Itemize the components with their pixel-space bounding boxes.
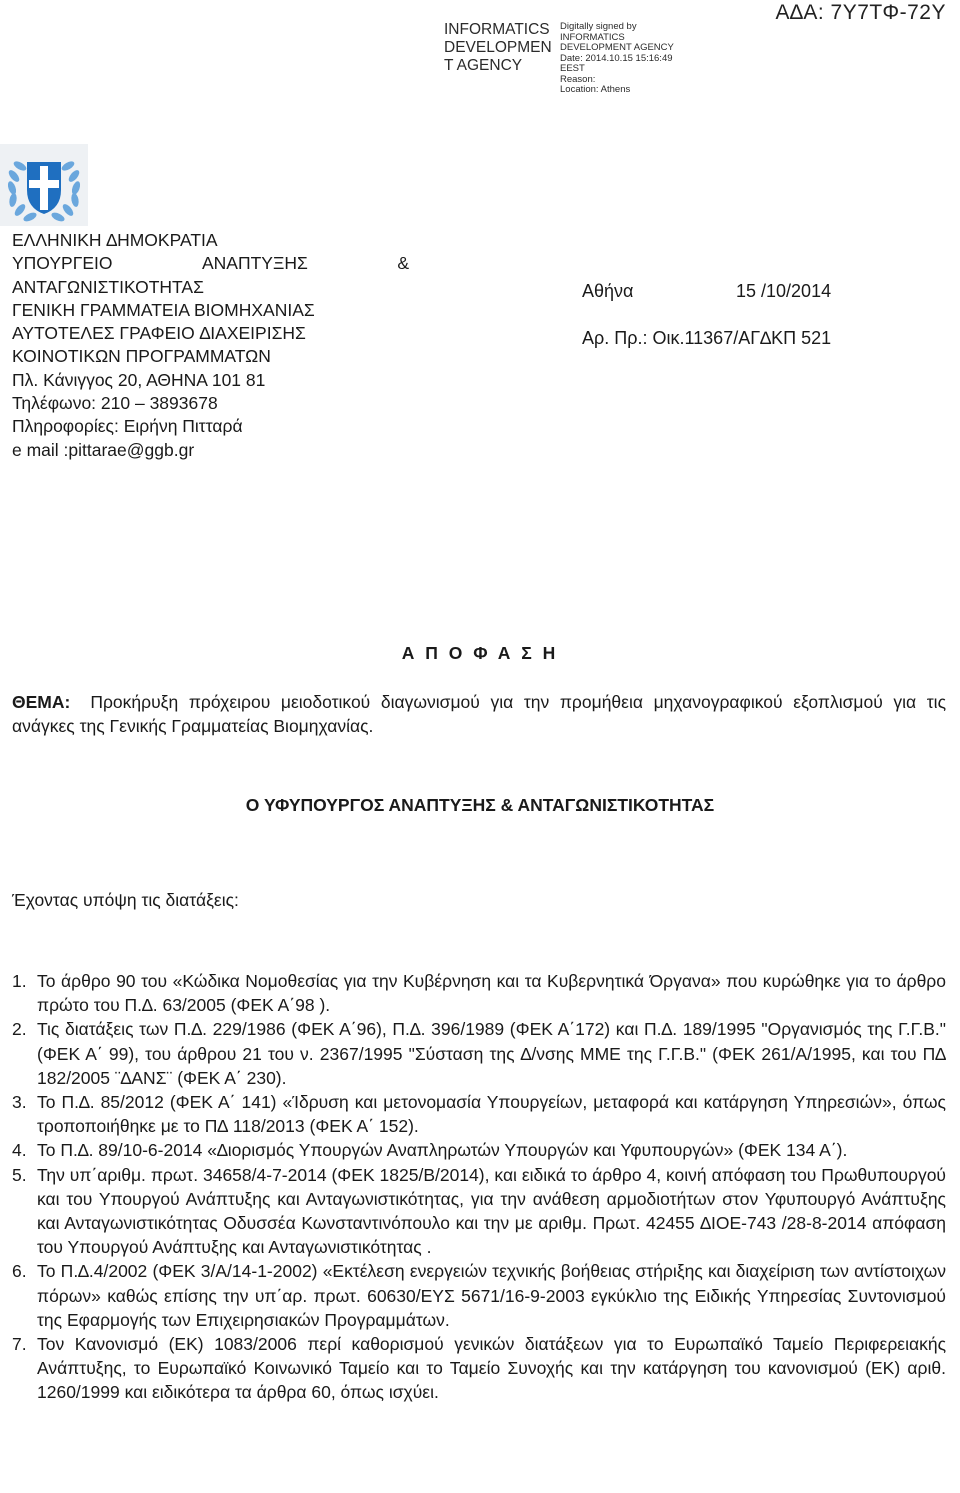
ministry-word: ΥΠΟΥΡΓΕΙΟ [12, 253, 113, 274]
item-number: 2. [12, 1019, 27, 1040]
signature-detail-line: Reason: [560, 73, 596, 85]
item-text: Το Π.∆. 89/10-6-2014 «∆ιορισμός Υπουργών Αναπληρωτών Υπουργών και Υφυπουργών» (ΦΕΚ 134 Α΄). [37, 1140, 848, 1161]
subject-label: ΘΕΜΑ: [12, 692, 71, 712]
item-number: 3. [12, 1092, 27, 1113]
list-item [12, 1138, 946, 1162]
ministry-line [12, 252, 409, 275]
ministry-line-2: ΑΝΤΑΓΩΝΙΣΤΙΚΟΤΗΤΑΣ [12, 276, 204, 297]
list-item [12, 1259, 946, 1332]
secretariat-name: ΓΕΝΙΚΗ ΓΡΑΜΜΑΤΕΙΑ ΒΙΟΜΗΧΑΝΙΑΣ [12, 299, 315, 320]
place: Αθήνα [582, 281, 634, 301]
greek-emblem-icon [0, 144, 88, 226]
office-name-line-2: ΚΟΙΝΟΤΙΚΩΝ ΠΡΟΓΡΑΜΜΑΤΩΝ [12, 346, 271, 367]
item-text: Το άρθρο 90 του «Κώδικα Νομοθεσίας για την Κυβέρνηση και τα Κυβερνητικά Όργανα» που κυρώθηκε για το άρθρο πρώτο του Π.∆. 63/2005 (ΦΕΚ Α΄98 ). [37, 971, 946, 1016]
considering-intro: Έχοντας υπόψη τις διατάξεις: [12, 890, 239, 910]
list-item [12, 1017, 946, 1090]
item-number: 5. [12, 1164, 27, 1185]
decision-title: Α Π Ο Φ Α Σ Η [401, 643, 559, 663]
item-number: 7. [12, 1334, 27, 1355]
signature-org-line: DEVELOPMEN [444, 39, 552, 56]
item-text: Τον Κανονισμό (ΕΚ) 1083/2006 περί καθορισμού γενικών διατάξεων για το Ευρωπαϊκό Ταμείο Περιφερειακής Ανάπτυξης, το Ευρωπαϊκό Κοινωνικό Ταμείο και το Ταμείο Συνοχής και την κατάργηση του κανονισμού (ΕΚ) αριθ. 1260/1999 και ειδικότερα τα άρθρα 60, όπως ισχύει. [37, 1334, 946, 1403]
signature-org [444, 21, 552, 75]
signature-detail-line: Digitally signed by [560, 21, 637, 32]
signature-detail-line: EEST [560, 63, 585, 74]
item-number: 4. [12, 1140, 27, 1161]
list-item [12, 1090, 946, 1138]
signature-detail-line: Date: 2014.10.15 15:16:49 [560, 52, 673, 64]
address: Πλ. Κάνιγγος 20, ΑΘΗΝΑ 101 81 [12, 369, 266, 390]
item-text: Τις διατάξεις των Π.∆. 229/1986 (ΦΕΚ Α΄96), Π.∆. 396/1989 (ΦΕΚ Α΄172) και Π.∆. 189/1995 "Οργανισμός της Γ.Γ.Β." (ΦΕΚ Α΄ 99), του άρθρου 21 του ν. 2367/1995 "Σύσταση της ∆/νσης ΜΜΕ της Γ.Γ.Β." (ΦΕΚ 261/Α/1995, και του Π∆ 182/2005 ¨∆ΑΝΣ¨ (ΦΕΚ Α΄ 230). [37, 1019, 946, 1088]
item-number: 1. [12, 971, 27, 991]
signature-org-line: INFORMATICS [444, 21, 550, 38]
office-name-line-1: ΑΥΤΟΤΕΛΕΣ ΓΡΑΦΕΙΟ ∆ΙΑΧΕΙΡΙΣΗΣ [12, 323, 306, 344]
ministry-word: ΑΝΑΠΤΥΞΗΣ [202, 253, 308, 274]
item-text: Την υπ΄αριθμ. πρωτ. 34658/4-7-2014 (ΦΕΚ 1825/Β/2014), και ειδικά το άρθρο 4, κοινή απόφαση του Πρωθυπουργού και του Υπουργού Ανάπτυξης και Ανταγωνιστικότητας, για την ανάθεση αρμοδιοτήτων στον Υφυπουργό Ανάπτυξης και Ανταγωνιστικότητας Οδυσσέα Κωνσταντινόπουλο και την με αριθμ. Πρωτ. 42455 ∆ΙΟΕ-743 /28-8-2014 απόφαση του Υπουργού Ανάπτυξης και Ανταγωνιστικότητας . [37, 1164, 946, 1258]
issuing-authority: Ο ΥΦΥΠΟΥΡΓΟΣ ΑΝΑΠΤΥΞΗΣ & ΑΝΤΑΓΩΝΙΣΤΙΚΟΤΗΤΑΣ [245, 795, 715, 815]
phone: Τηλέφωνο: 210 – 3893678 [12, 393, 218, 414]
list-item [12, 969, 946, 1017]
item-text: Το Π.∆.4/2002 (ΦΕΚ 3/Α/14-1-2002) «Εκτέλεση ενεργειών τεχνικής βοήθειας στήριξης και διαχείριση των αντίστοιχων πόρων» καθώς επίσης την υπ΄αρ. πρωτ. 60630/ΕΥΣ 5671/16-9-2003 εγκύκλιο της Ειδικής Υπηρεσίας Συντονισμού της Εφαρμογής των Επιχειρησιακών Προγραμμάτων. [37, 1261, 946, 1330]
list-item [12, 1163, 946, 1260]
ministry-word: & [397, 253, 409, 274]
subject-text: Προκήρυξη πρόχειρου μειοδοτικού διαγωνισμού για την προμήθεια μηχανογραφικού εξοπλισμού για τις ανάγκες της Γενικής Γραμματείας Βιομηχανίας. [12, 692, 946, 736]
item-number: 6. [12, 1261, 27, 1282]
contact-person: Πληροφορίες: Ειρήνη Πιτταρά [12, 416, 243, 437]
email: e mail :pittarae@ggb.gr [12, 439, 195, 460]
list-item [12, 1332, 946, 1405]
signature-org-line: T AGENCY [444, 57, 523, 74]
signature-detail-line: INFORMATICS [560, 31, 625, 43]
republic-name: ΕΛΛΗΝΙΚΗ ∆ΗΜΟΚΡΑΤΙΑ [12, 230, 218, 250]
provisions-list [12, 969, 946, 1405]
sender-block [12, 229, 412, 462]
ada-code: Α∆Α: 7Υ7ΤΦ-72Υ [775, 1, 946, 24]
signature-detail-line: Location: Athens [560, 84, 631, 95]
signature-detail-line: DEVELOPMENT AGENCY [560, 42, 674, 53]
date: 15 /10/2014 [736, 281, 832, 301]
item-text: Το Π.∆. 85/2012 (ΦΕΚ Α΄ 141) «Ίδρυση και μετονομασία Υπουργείων, μεταφορά και κατάργηση Υπηρεσιών», όπως τροποποιήθηκε με το Π∆ 118/2013 (ΦΕΚ Α΄ 152). [37, 1092, 946, 1137]
signature-details [560, 22, 674, 96]
protocol-number: Αρ. Πρ.: Οικ.11367/ΑΓ∆ΚΠ 521 [582, 328, 832, 348]
subject [12, 691, 946, 738]
